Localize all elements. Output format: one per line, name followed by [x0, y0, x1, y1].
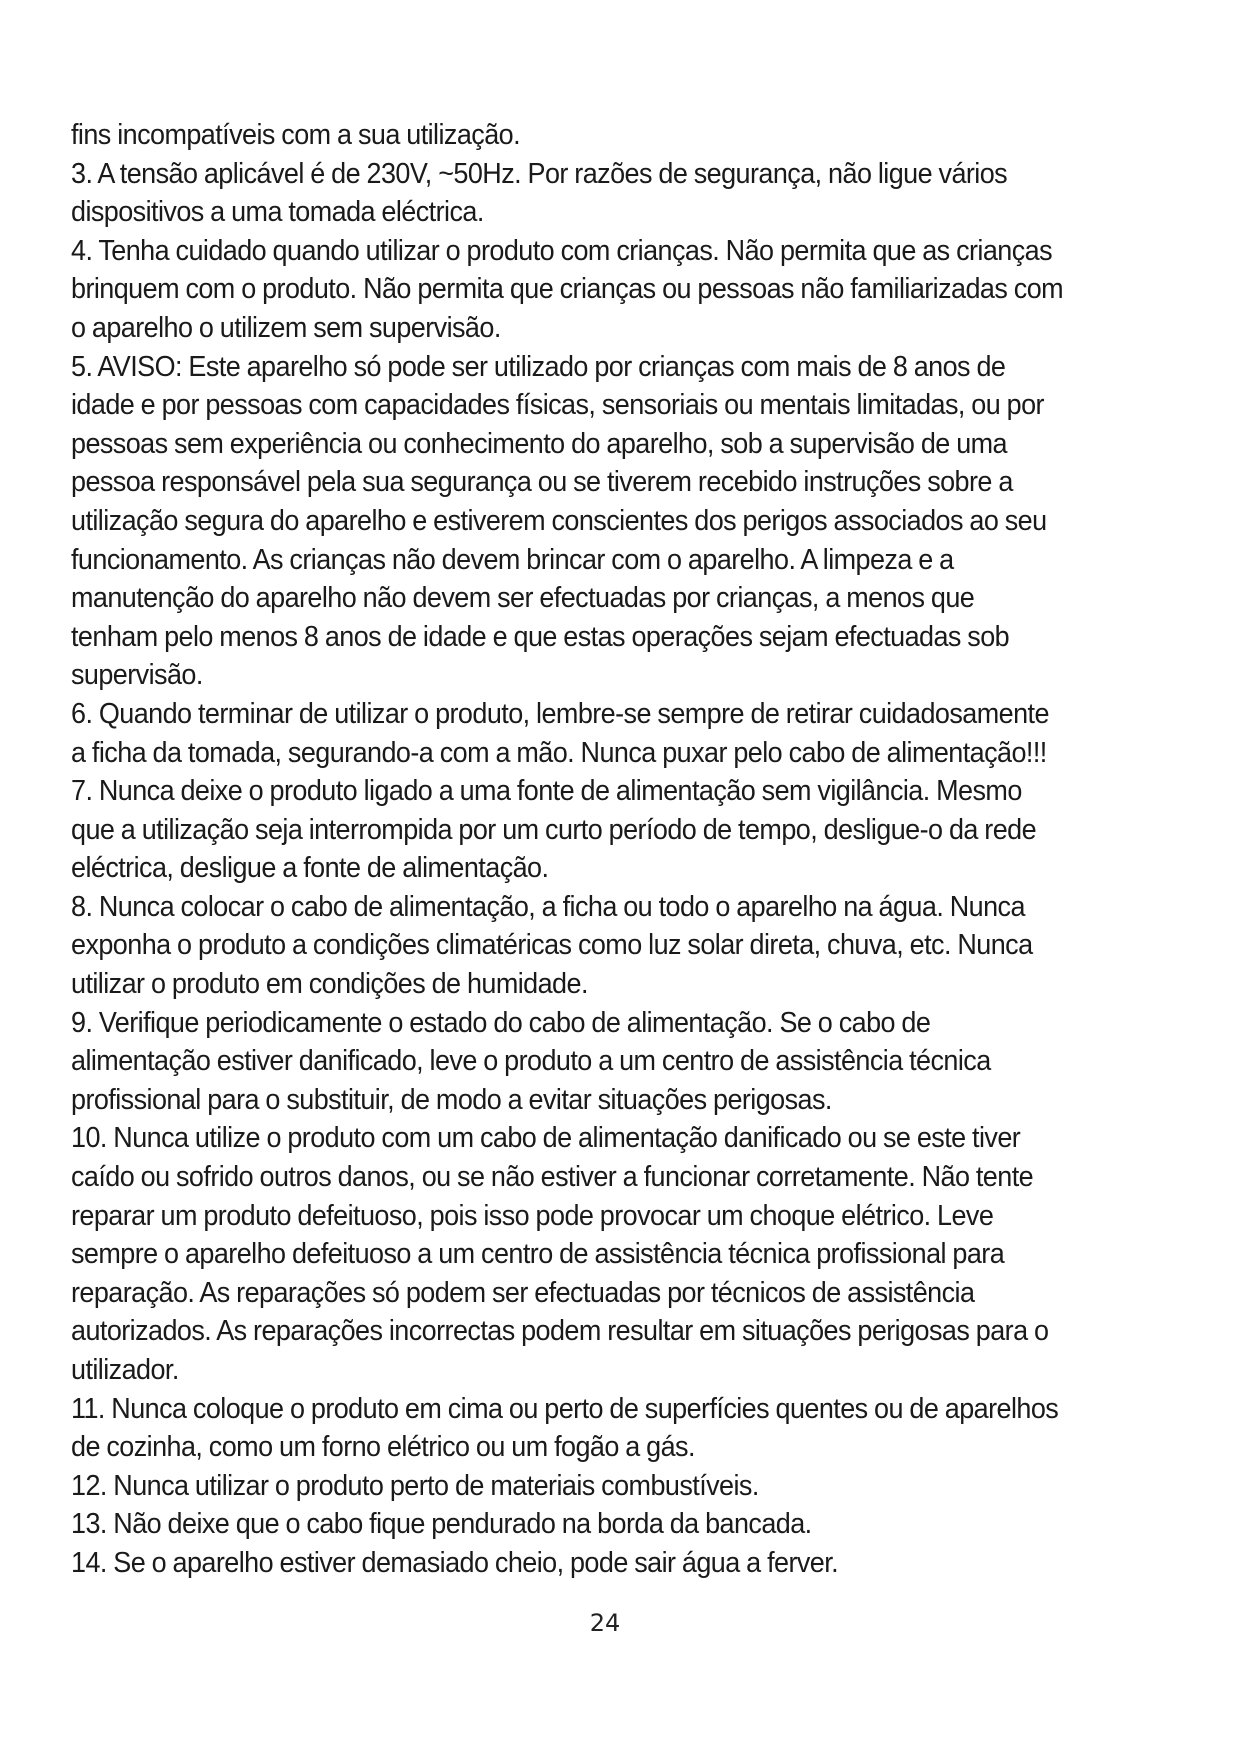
- text-line: 11. Nunca coloque o produto em cima ou perto de superfícies quentes ou de aparelhos: [71, 1392, 1059, 1425]
- text-line: pessoas sem experiência ou conhecimento do aparelho, sob a supervisão de uma: [71, 427, 1008, 460]
- text-line: brinquem com o produto. Não permita que crianças ou pessoas não familiarizadas com: [71, 273, 1064, 306]
- text-line: 10. Nunca utilize o produto com um cabo de alimentação danificado ou se este tiver: [71, 1122, 1021, 1155]
- text-line: 12. Nunca utilizar o produto perto de materiais combustíveis.: [71, 1469, 759, 1502]
- page-number: 24: [589, 1609, 621, 1637]
- text-line: alimentação estiver danificado, leve o produto a um centro de assistência técnica: [71, 1045, 991, 1078]
- text-line: que a utilização seja interrompida por um curto período de tempo, desligue-o da rede: [71, 813, 1037, 846]
- text-line: fins incompatíveis com a sua utilização.: [71, 119, 521, 151]
- text-line: tenham pelo menos 8 anos de idade e que estas operações sejam efectuadas sob: [71, 620, 1010, 653]
- text-line: a ficha da tomada, segurando-a com a mão. Nunca puxar pelo cabo de alimentação!!!: [71, 736, 1047, 769]
- text-line: reparar um produto defeituoso, pois isso pode provocar um choque elétrico. Leve: [71, 1199, 994, 1232]
- text-line: 5. AVISO: Este aparelho só pode ser utilizado por crianças com mais de 8 anos de: [71, 350, 1006, 383]
- text-line: 14. Se o aparelho estiver demasiado cheio, pode sair água a ferver.: [71, 1546, 839, 1579]
- text-line: idade e por pessoas com capacidades físicas, sensoriais ou mentais limitadas, ou por: [71, 389, 1044, 422]
- text-line: caído ou sofrido outros danos, ou se não estiver a funcionar corretamente. Não tente: [71, 1161, 1034, 1194]
- text-line: eléctrica, desligue a fonte de alimentação.: [71, 852, 549, 885]
- text-line: utilizar o produto em condições de humidade.: [71, 968, 588, 1001]
- text-line: dispositivos a uma tomada eléctrica.: [71, 196, 484, 229]
- text-line: pessoa responsável pela sua segurança ou se tiverem recebido instruções sobre a: [71, 466, 1013, 499]
- text-line: supervisão.: [71, 659, 203, 692]
- text-line: de cozinha, como um forno elétrico ou um fogão a gás.: [71, 1431, 695, 1464]
- text-line: utilização segura do aparelho e estiverem conscientes dos perigos associados ao seu: [71, 504, 1047, 537]
- text-line: 8. Nunca colocar o cabo de alimentação, a ficha ou todo o aparelho na água. Nunca: [71, 890, 1025, 923]
- text-line: 6. Quando terminar de utilizar o produto, lembre-se sempre de retirar cuidadosamente: [71, 697, 1049, 730]
- text-line: 9. Verifique periodicamente o estado do cabo de alimentação. Se o cabo de: [71, 1006, 931, 1039]
- text-line: 7. Nunca deixe o produto ligado a uma fonte de alimentação sem vigilância. Mesmo: [71, 775, 1022, 808]
- text-line: o aparelho o utilizem sem supervisão.: [71, 311, 501, 344]
- text-line: exponha o produto a condições climatéricas como luz solar direta, chuva, etc. Nunca: [71, 929, 1033, 962]
- text-line: reparação. As reparações só podem ser efectuadas por técnicos de assistência: [71, 1276, 975, 1309]
- text-line: profissional para o substituir, de modo a evitar situações perigosas.: [71, 1083, 832, 1116]
- text-line: utilizador.: [71, 1354, 179, 1386]
- text-line: funcionamento. As crianças não devem brincar com o aparelho. A limpeza e a: [71, 543, 954, 576]
- text-line: 13. Não deixe que o cabo fique pendurado na borda da bancada.: [71, 1508, 812, 1541]
- text-line: 3. A tensão aplicável é de 230V, ~50Hz. Por razões de segurança, não ligue vários: [71, 157, 1008, 190]
- text-line: 4. Tenha cuidado quando utilizar o produto com crianças. Não permita que as crianças: [71, 234, 1053, 267]
- body-text: [71, 116, 1075, 1583]
- text-line: autorizados. As reparações incorrectas podem resultar em situações perigosas para o: [71, 1315, 1049, 1348]
- text-line: manutenção do aparelho não devem ser efectuadas por crianças, a menos que: [71, 582, 975, 615]
- text-line: sempre o aparelho defeituoso a um centro de assistência técnica profissional para: [71, 1238, 1005, 1271]
